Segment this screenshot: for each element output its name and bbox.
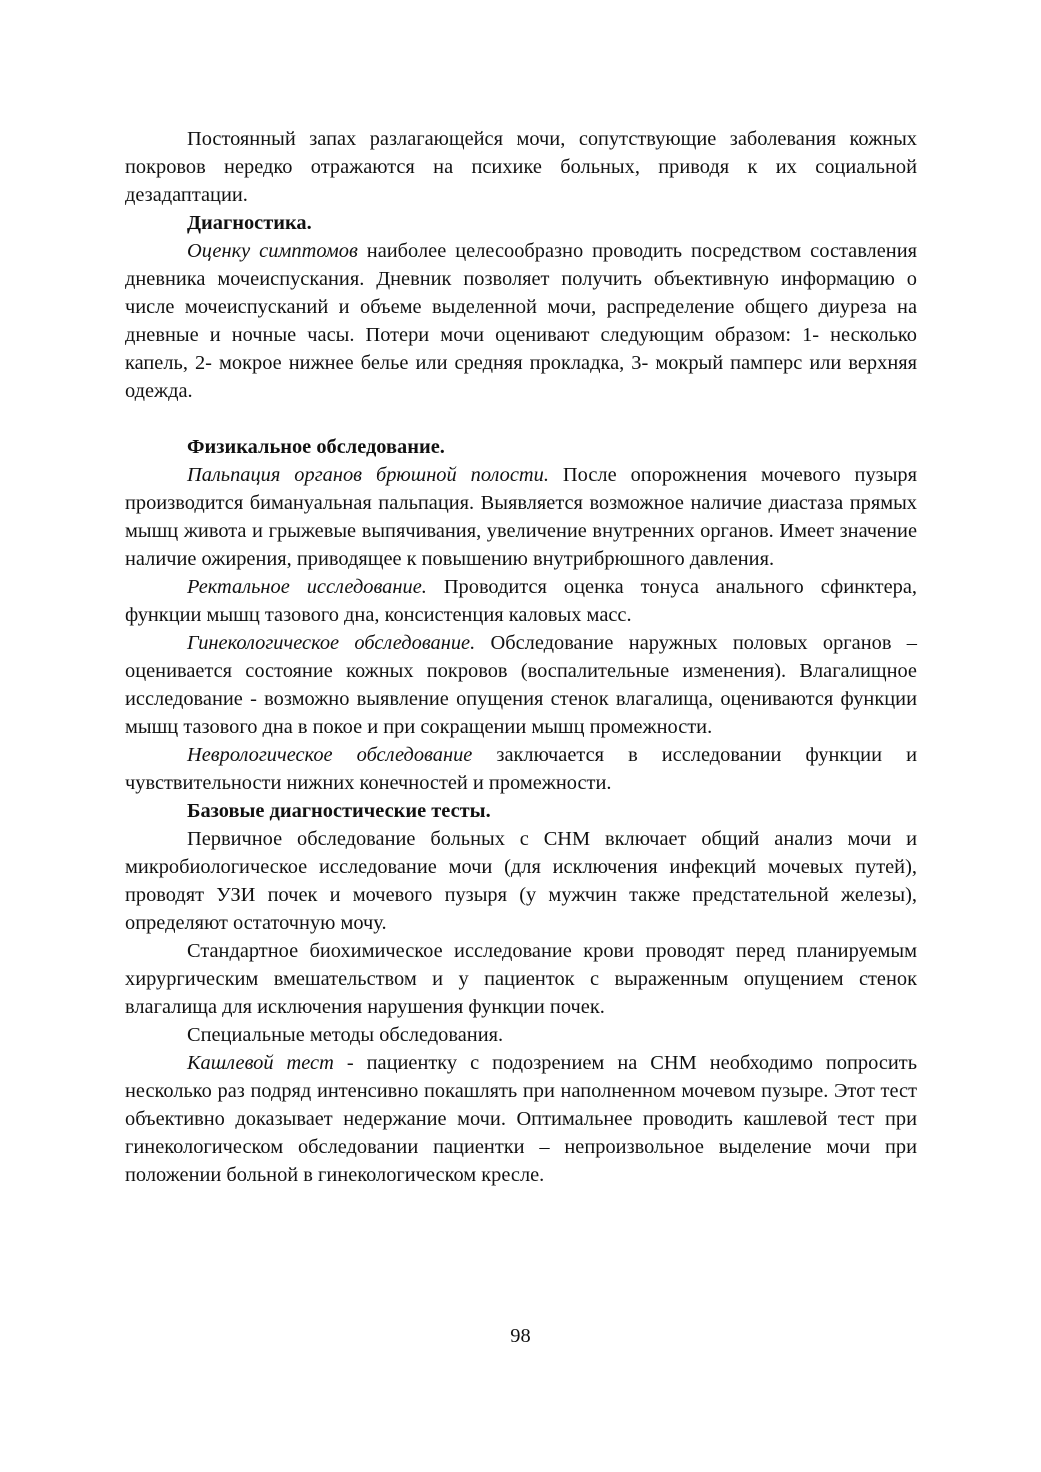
paragraph-blood-test — [125, 937, 917, 1021]
heading-text: Диагностика. — [187, 212, 312, 234]
paragraph-text: заключается в исследовании функции и чувствительности нижних конечностей и промежности. — [125, 744, 917, 794]
page-number: 98 — [510, 1325, 531, 1347]
paragraph-gynecological-exam — [125, 629, 917, 741]
paragraph-neurological-exam — [125, 741, 917, 797]
paragraph-intro — [125, 125, 917, 209]
paragraph-lead: Пальпация органов брюшной полости. — [187, 464, 549, 486]
paragraph-text: - пациентку с подозрением на СНМ необходимо попросить несколько раз подряд интенсивно покашлять при наполненном мочевом пузыре. Этот тест объективно доказывает недержание мочи. Оптимальнее проводить кашлевой тест при гинекологическом обследовании пациентки – непроизвольное выделение мочи при положении больной в гинекологическом кресле. — [125, 1052, 917, 1186]
paragraph-primary-exam — [125, 825, 917, 937]
paragraph-text: Специальные методы обследования. — [187, 1024, 504, 1046]
paragraph-lead: Оценку симптомов — [187, 240, 358, 262]
paragraph-text: Стандартное биохимическое исследование крови проводят перед планируемым хирургическим вмешательством и у пациенток с выраженным опущением стенок влагалища для исключения нарушения функции почек. — [125, 940, 917, 1018]
paragraph-text: Проводится оценка тонуса анального сфинктера, функции мышц тазового дна, консистенция каловых масс. — [125, 576, 917, 626]
paragraph-abdominal-palpation — [125, 461, 917, 573]
paragraph-cough-test — [125, 1049, 917, 1189]
paragraph-text: наиболее целесообразно проводить посредством составления дневника мочеиспускания. Дневник позволяет получить объективную информацию о числе мочеиспусканий и объеме выделенной мочи, распределение общего диуреза на дневные и ночные часы. Потери мочи оценивают следующим образом: 1- несколько капель, 2- мокрое нижнее белье или средняя прокладка, 3- мокрый памперс или верхняя одежда. — [125, 240, 917, 402]
paragraph-text: Первичное обследование больных с СНМ включает общий анализ мочи и микробиологическое исследование мочи (для исключения инфекций мочевых путей), проводят УЗИ почек и мочевого пузыря (у мужчин также предстательной железы), определяют остаточную мочу. — [125, 828, 917, 934]
paragraph-text: Постоянный запах разлагающейся мочи, сопутствующие заболевания кожных покровов нередко отражаются на психике больных, приводя к их социальной дезадаптации. — [125, 128, 917, 206]
heading-text: Физикальное обследование. — [187, 436, 445, 458]
paragraph-lead: Гинекологическое обследование. — [187, 632, 476, 654]
paragraph-lead: Ректальное исследование. — [187, 576, 427, 598]
heading-text: Базовые диагностические тесты. — [187, 800, 491, 822]
paragraph-text: После опорожнения мочевого пузыря производится бимануальная пальпация. Выявляется возможное наличие диастаза прямых мышц живота и грыжевые выпячивания, увеличение внутренних органов. Имеет значение наличие ожирения, приводящее к повышению внутрибрюшного давления. — [125, 464, 917, 570]
paragraph-text: Обследование наружных половых органов – оценивается состояние кожных покровов (воспалительные изменения). Влагалищное исследование - возможно выявление опущения стенок влагалища, оцениваются функции мышц тазового дна в покое и при сокращении мышц промежности. — [125, 632, 917, 738]
paragraph-lead: Кашлевой тест — [187, 1052, 334, 1074]
heading-basic-tests — [125, 797, 917, 825]
paragraph-special-methods — [125, 1021, 917, 1049]
paragraph-symptom-assessment — [125, 237, 917, 405]
heading-physical-exam — [125, 433, 917, 461]
document-page — [125, 125, 917, 1189]
paragraph-lead: Неврологическое обследование — [187, 744, 473, 766]
heading-diagnostics — [125, 209, 917, 237]
paragraph-rectal-exam — [125, 573, 917, 629]
